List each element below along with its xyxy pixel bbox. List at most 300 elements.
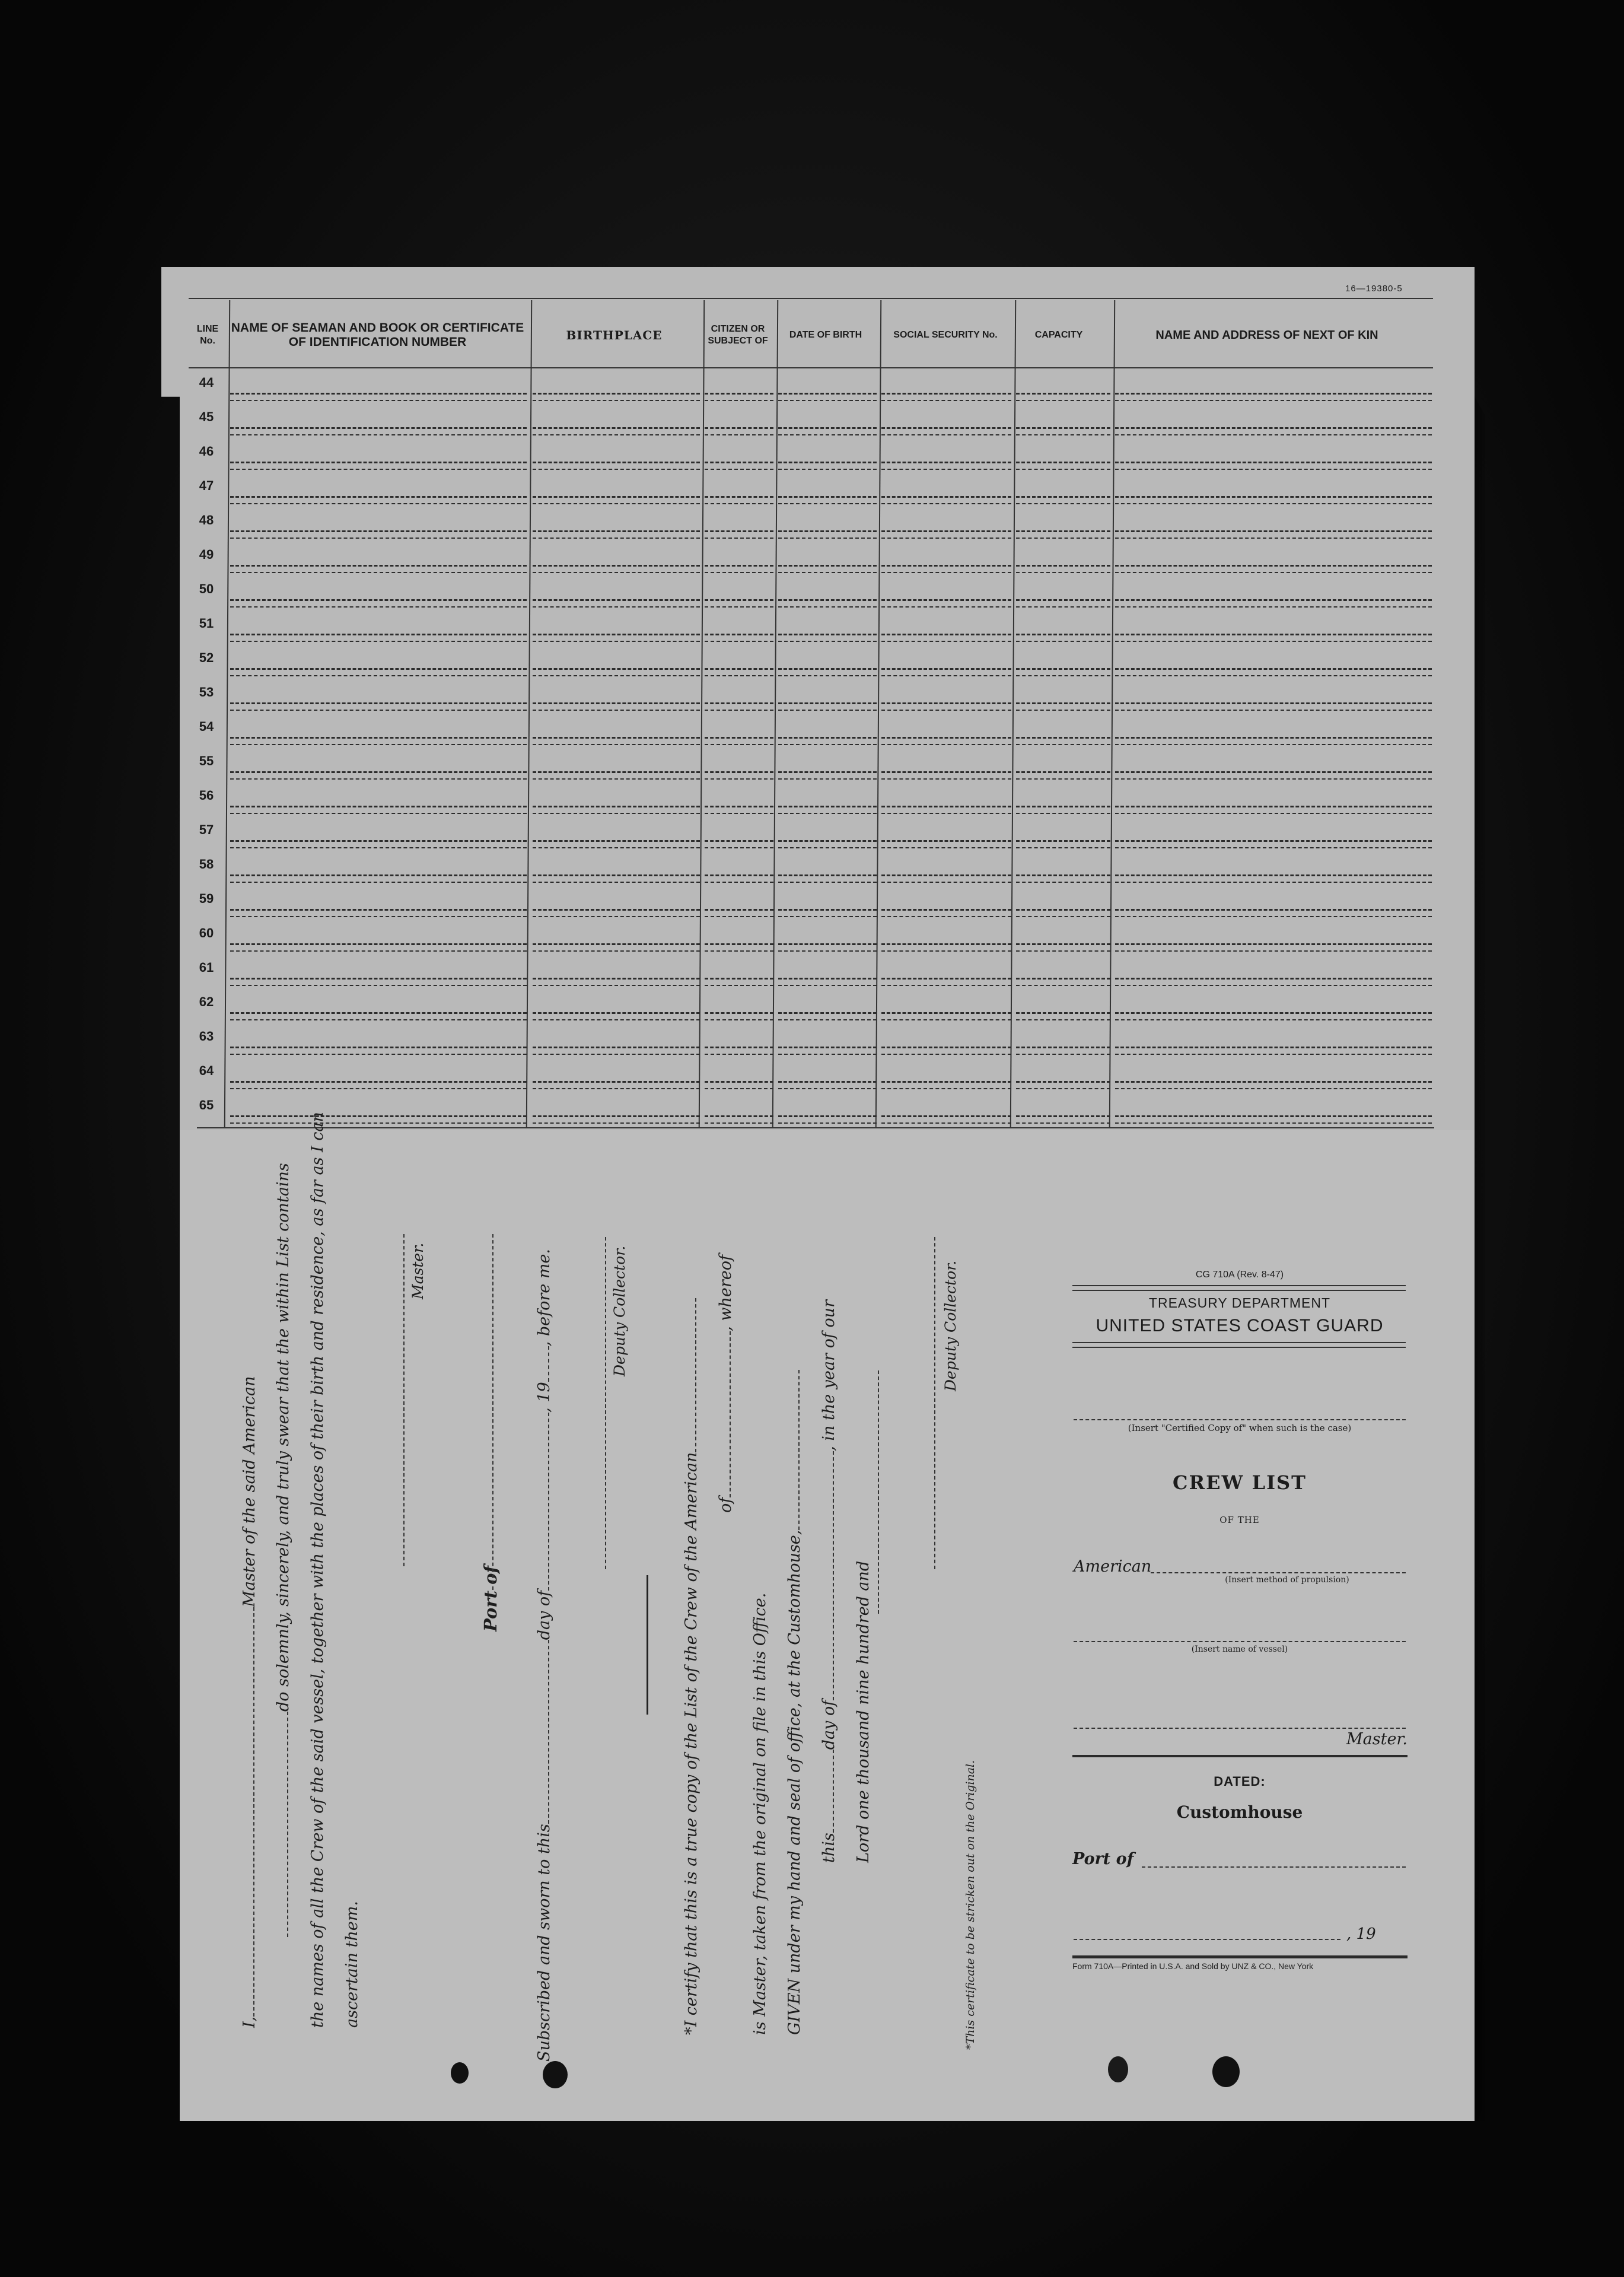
row-entry-line <box>1115 943 1432 945</box>
row-entry-line <box>1115 909 1432 911</box>
row-separator-line <box>881 710 1011 711</box>
row-separator-line <box>1016 434 1110 435</box>
row-entry-line <box>881 1012 1011 1014</box>
row-entry-line <box>778 393 877 395</box>
row-entry-line <box>230 565 527 567</box>
row-entry-line <box>705 806 773 807</box>
row-separator-line <box>1115 813 1432 814</box>
table-bottom-rule <box>197 1127 1434 1128</box>
row-entry-line <box>533 909 700 911</box>
row-entry-line <box>533 599 700 601</box>
customhouse-blank <box>788 1370 800 1530</box>
row-separator-line <box>1115 985 1432 986</box>
row-entry-line <box>533 496 700 498</box>
row-entry-line <box>1016 874 1110 876</box>
row-entry-line <box>1016 1012 1110 1014</box>
this-day-of-text: day of <box>820 1700 838 1750</box>
row-separator-line <box>1115 675 1432 676</box>
row-entry-line <box>230 840 527 842</box>
dated-label: DATED: <box>1214 1774 1266 1789</box>
row-entry-line <box>881 806 1011 807</box>
line-number: 48 <box>199 513 214 527</box>
cover-agency: UNITED STATES COAST GUARD <box>1096 1316 1384 1335</box>
propulsion-blank <box>1151 1572 1406 1573</box>
row-entry-line <box>230 771 527 773</box>
row-separator-line <box>778 1019 877 1020</box>
line-number: 60 <box>199 926 214 940</box>
customhouse-label: Customhouse <box>1176 1802 1303 1822</box>
port-of-label: Port of <box>480 1566 501 1632</box>
row-entry-line <box>1016 393 1110 395</box>
row-separator-line <box>230 606 527 608</box>
row-separator-line <box>230 710 527 711</box>
row-separator-line <box>881 847 1011 848</box>
row-entry-line <box>230 393 527 395</box>
row-entry-line <box>705 565 773 567</box>
row-separator-line <box>881 400 1011 401</box>
this-text: this <box>820 1833 838 1863</box>
row-entry-line <box>1016 634 1110 635</box>
line-number: 63 <box>199 1029 214 1044</box>
row-entry-line <box>1115 530 1432 532</box>
row-separator-line <box>705 1054 773 1055</box>
row-entry-line <box>778 496 877 498</box>
row-separator-line <box>1115 434 1432 435</box>
row-entry-line <box>1016 462 1110 463</box>
row-separator-line <box>1115 1122 1432 1124</box>
cover-year-label: , 19 <box>1346 1925 1376 1943</box>
row-entry-line <box>533 1012 700 1014</box>
row-separator-line <box>1115 572 1432 573</box>
row-separator-line <box>1016 606 1110 608</box>
crew-list-title: CREW LIST <box>1173 1471 1307 1494</box>
row-separator-line <box>533 950 700 952</box>
row-entry-line <box>230 599 527 601</box>
certify-text: *I certify that this is a true copy of the List of the Crew of the American <box>682 1452 700 2035</box>
row-separator-line <box>778 1088 877 1089</box>
certify-of-line <box>717 1255 735 1513</box>
insert-propulsion-note: (Insert method of propulsion) <box>1225 1575 1349 1585</box>
subscribed-text: Subscribed and sworn to this <box>535 1824 553 2062</box>
row-separator-line <box>230 950 527 952</box>
row-entry-line <box>533 737 700 739</box>
header-date-of-birth: DATE OF BIRTH <box>789 329 862 340</box>
row-entry-line <box>533 427 700 429</box>
line-number: 54 <box>199 719 214 734</box>
row-separator-line <box>705 778 773 780</box>
row-entry-line <box>1016 668 1110 670</box>
row-entry-line <box>1016 1081 1110 1083</box>
row-separator-line <box>705 1122 773 1124</box>
row-entry-line <box>1115 806 1432 807</box>
row-entry-line <box>230 737 527 739</box>
row-separator-line <box>1016 572 1110 573</box>
year-number-blank <box>878 1370 879 1614</box>
row-separator-line <box>230 847 527 848</box>
year-19-text: , 19 <box>535 1382 553 1413</box>
row-separator-line <box>881 985 1011 986</box>
table-top-rule <box>189 298 1433 299</box>
row-separator-line <box>230 985 527 986</box>
row-entry-line <box>1016 1047 1110 1048</box>
row-separator-line <box>1115 1054 1432 1055</box>
row-separator-line <box>533 434 700 435</box>
row-entry-line <box>1016 427 1110 429</box>
row-separator-line <box>705 744 773 745</box>
this-day-line <box>820 1300 838 1863</box>
vessel-blank <box>684 1298 696 1452</box>
header-social-security: SOCIAL SECURITY No. <box>893 329 998 340</box>
cover-master-rule <box>1072 1755 1408 1757</box>
row-separator-line <box>1115 1019 1432 1020</box>
deputy-collector-label-2: Deputy Collector. <box>942 1260 959 1391</box>
row-separator-line <box>881 1054 1011 1055</box>
row-separator-line <box>778 572 877 573</box>
row-separator-line <box>1115 606 1432 608</box>
oath-master-of: Master of the said American <box>240 1376 259 1607</box>
row-entry-line <box>881 978 1011 980</box>
row-separator-line <box>230 1019 527 1020</box>
line-number: 65 <box>199 1098 214 1112</box>
row-separator-line <box>705 434 773 435</box>
vessel-name-blank <box>276 1712 288 1937</box>
given-line <box>785 1370 804 2035</box>
row-separator-line <box>778 641 877 642</box>
row-separator-line <box>705 606 773 608</box>
row-separator-line <box>533 572 700 573</box>
given-text: GIVEN under my hand and seal of office, at the Customhouse, <box>785 1529 804 2035</box>
row-entry-line <box>778 771 877 773</box>
row-entry-line <box>230 806 527 807</box>
row-separator-line <box>533 400 700 401</box>
row-separator-line <box>1016 744 1110 745</box>
row-separator-line <box>705 469 773 470</box>
line-number: 45 <box>199 409 214 424</box>
row-separator-line <box>1016 469 1110 470</box>
row-entry-line <box>1016 565 1110 567</box>
cover-department: TREASURY DEPARTMENT <box>1148 1295 1331 1311</box>
row-entry-line <box>881 1081 1011 1083</box>
row-separator-line <box>533 606 700 608</box>
row-separator-line <box>533 1122 700 1124</box>
row-entry-line <box>1115 874 1432 876</box>
row-entry-line <box>230 530 527 532</box>
col-divider <box>772 300 779 1127</box>
row-entry-line <box>1016 496 1110 498</box>
row-entry-line <box>705 393 773 395</box>
row-entry-line <box>705 634 773 635</box>
row-entry-line <box>1115 496 1432 498</box>
row-entry-line <box>1115 1081 1432 1083</box>
line-number: 49 <box>199 547 214 562</box>
master-name-line <box>1074 1728 1406 1729</box>
row-entry-line <box>533 1081 700 1083</box>
row-separator-line <box>230 1088 527 1089</box>
row-separator-line <box>881 813 1011 814</box>
row-separator-line <box>881 744 1011 745</box>
row-entry-line <box>230 1012 527 1014</box>
line-number: 47 <box>199 478 214 493</box>
row-separator-line <box>230 778 527 780</box>
row-separator-line <box>1016 641 1110 642</box>
row-separator-line <box>778 400 877 401</box>
row-entry-line <box>881 530 1011 532</box>
oath-line-4: ascertain them. <box>343 1901 361 2028</box>
row-entry-line <box>881 565 1011 567</box>
line-number: 62 <box>199 994 214 1009</box>
header-line-no: LINE No. <box>196 323 219 346</box>
year-of-our-text: , in the year of our <box>820 1300 838 1451</box>
line-number: 59 <box>199 891 214 906</box>
row-separator-line <box>1115 503 1432 504</box>
cover-bottom-rule <box>1072 1955 1408 1958</box>
line-number: 57 <box>199 822 214 837</box>
port-of-blank <box>492 1234 493 1590</box>
master-name-blank <box>243 1607 254 2017</box>
row-separator-line <box>1016 916 1110 917</box>
row-entry-line <box>533 874 700 876</box>
deputy-collector-label: Deputy Collector. <box>611 1245 628 1376</box>
row-separator-line <box>881 641 1011 642</box>
row-separator-line <box>1016 400 1110 401</box>
row-entry-line <box>778 737 877 739</box>
of-blank <box>719 1331 731 1497</box>
line-number: 55 <box>199 753 214 768</box>
row-separator-line <box>1115 882 1432 883</box>
row-separator-line <box>881 950 1011 952</box>
row-entry-line <box>881 393 1011 395</box>
row-entry-line <box>705 1047 773 1048</box>
row-entry-line <box>881 909 1011 911</box>
row-entry-line <box>705 427 773 429</box>
row-entry-line <box>778 462 877 463</box>
row-separator-line <box>533 847 700 848</box>
row-entry-line <box>230 702 527 704</box>
row-entry-line <box>1016 1115 1110 1117</box>
row-separator-line <box>778 606 877 608</box>
row-entry-line <box>1016 530 1110 532</box>
row-entry-line <box>705 1081 773 1083</box>
oath-master-label: Master. <box>409 1242 426 1299</box>
row-entry-line <box>881 427 1011 429</box>
row-separator-line <box>881 538 1011 539</box>
oath-line-3: the names of all the Crew of the said vessel, together with the places of their birth and residence, as far as I can <box>308 1112 327 2028</box>
row-separator-line <box>533 1019 700 1020</box>
row-separator-line <box>1115 469 1432 470</box>
month-blank <box>537 1413 549 1591</box>
col-divider <box>1010 300 1017 1127</box>
row-separator-line <box>1115 916 1432 917</box>
row-separator-line <box>1016 710 1110 711</box>
header-name: NAME OF SEAMAN AND BOOK OR CERTIFICATE OF IDENTIFICATION NUMBER <box>231 320 524 349</box>
row-separator-line <box>1016 847 1110 848</box>
header-capacity: CAPACITY <box>1034 329 1083 340</box>
of-text: of <box>717 1497 735 1513</box>
row-separator-line <box>533 538 700 539</box>
row-separator-line <box>705 675 773 676</box>
lord-line <box>854 1561 872 1863</box>
row-separator-line <box>705 503 773 504</box>
line-number: 51 <box>199 616 214 631</box>
row-entry-line <box>230 874 527 876</box>
deputy-collector-signature-line-2 <box>934 1237 935 1569</box>
row-separator-line <box>778 847 877 848</box>
insert-certified-note: (Insert "Certified Copy of" when such is the case) <box>1128 1423 1352 1433</box>
lord-text: Lord one thousand nine hundred and <box>854 1560 872 1863</box>
row-separator-line <box>778 882 877 883</box>
row-separator-line <box>881 1019 1011 1020</box>
row-entry-line <box>1115 599 1432 601</box>
row-separator-line <box>705 538 773 539</box>
row-entry-line <box>881 1115 1011 1117</box>
row-separator-line <box>1016 675 1110 676</box>
row-entry-line <box>705 599 773 601</box>
row-entry-line <box>1115 1047 1432 1048</box>
row-entry-line <box>705 943 773 945</box>
row-separator-line <box>778 950 877 952</box>
whereof-text: , whereof <box>717 1254 735 1331</box>
row-entry-line <box>705 874 773 876</box>
row-entry-line <box>705 1115 773 1117</box>
line-number: 44 <box>199 375 214 390</box>
row-entry-line <box>1115 634 1432 635</box>
row-separator-line <box>230 538 527 539</box>
row-entry-line <box>1115 978 1432 980</box>
master-taken-line: is Master, taken from the original on file in this Office. <box>751 1592 769 2035</box>
row-separator-line <box>230 1054 527 1055</box>
row-entry-line <box>1115 1012 1432 1014</box>
row-separator-line <box>1016 1054 1110 1055</box>
row-entry-line <box>705 668 773 670</box>
row-separator-line <box>230 503 527 504</box>
ink-blot <box>1212 2056 1240 2087</box>
header-birthplace: BIRTHPLACE <box>566 327 663 342</box>
row-entry-line <box>705 1012 773 1014</box>
oath-swear-text: do solemnly, sincerely, and truly swear that the within List contains <box>274 1163 292 1712</box>
row-entry-line <box>1016 909 1110 911</box>
row-entry-line <box>705 462 773 463</box>
row-separator-line <box>778 916 877 917</box>
row-entry-line <box>778 840 877 842</box>
row-separator-line <box>230 469 527 470</box>
printer-imprint: Form 710A—Printed in U.S.A. and Sold by UNZ & CO., New York <box>1072 1961 1314 1971</box>
row-separator-line <box>778 985 877 986</box>
row-entry-line <box>1115 771 1432 773</box>
row-separator-line <box>533 710 700 711</box>
row-separator-line <box>230 675 527 676</box>
row-separator-line <box>1016 985 1110 986</box>
row-entry-line <box>533 702 700 704</box>
row-separator-line <box>1115 710 1432 711</box>
row-entry-line <box>881 943 1011 945</box>
line-number: 46 <box>199 444 214 459</box>
row-entry-line <box>533 634 700 635</box>
day-blank <box>537 1640 549 1824</box>
row-entry-line <box>705 978 773 980</box>
line-number: 56 <box>199 788 214 803</box>
row-entry-line <box>533 1115 700 1117</box>
row-entry-line <box>1016 702 1110 704</box>
master-signature-line <box>403 1234 405 1566</box>
row-separator-line <box>1016 813 1110 814</box>
row-separator-line <box>881 1088 1011 1089</box>
row-entry-line <box>705 840 773 842</box>
row-separator-line <box>778 469 877 470</box>
row-separator-line <box>705 710 773 711</box>
row-entry-line <box>881 599 1011 601</box>
row-separator-line <box>533 675 700 676</box>
row-entry-line <box>533 462 700 463</box>
row-separator-line <box>705 1088 773 1089</box>
row-entry-line <box>533 530 700 532</box>
row-entry-line <box>533 565 700 567</box>
american-label: American <box>1074 1557 1152 1576</box>
row-entry-line <box>1115 702 1432 704</box>
before-me-text: , before me. <box>535 1248 553 1347</box>
row-entry-line <box>778 668 877 670</box>
row-separator-line <box>1115 1088 1432 1089</box>
row-entry-line <box>778 565 877 567</box>
cover-master-label: Master. <box>1346 1730 1408 1748</box>
row-separator-line <box>1016 1019 1110 1020</box>
row-entry-line <box>881 462 1011 463</box>
row-entry-line <box>1016 771 1110 773</box>
row-entry-line <box>533 393 700 395</box>
row-entry-line <box>705 530 773 532</box>
row-separator-line <box>533 1088 700 1089</box>
row-separator-line <box>230 434 527 435</box>
row-separator-line <box>533 916 700 917</box>
line-number: 58 <box>199 857 214 872</box>
row-separator-line <box>778 1054 877 1055</box>
row-separator-line <box>1115 538 1432 539</box>
row-entry-line <box>1016 943 1110 945</box>
row-entry-line <box>778 530 877 532</box>
this-day-blank <box>822 1750 834 1833</box>
form-number: 16—19380-5 <box>1345 284 1403 294</box>
row-separator-line <box>705 882 773 883</box>
row-entry-line <box>230 943 527 945</box>
row-separator-line <box>1016 538 1110 539</box>
row-entry-line <box>778 978 877 980</box>
row-entry-line <box>881 874 1011 876</box>
row-separator-line <box>533 469 700 470</box>
row-entry-line <box>705 771 773 773</box>
row-entry-line <box>778 634 877 635</box>
row-entry-line <box>881 771 1011 773</box>
row-separator-line <box>705 1019 773 1020</box>
col-divider <box>875 300 882 1127</box>
row-separator-line <box>705 641 773 642</box>
crew-table <box>189 298 1434 1131</box>
row-separator-line <box>705 400 773 401</box>
row-separator-line <box>1115 641 1432 642</box>
row-entry-line <box>1115 393 1432 395</box>
row-entry-line <box>1016 806 1110 807</box>
row-separator-line <box>1016 882 1110 883</box>
row-entry-line <box>230 978 527 980</box>
row-separator-line <box>778 710 877 711</box>
header-next-of-kin: NAME AND ADDRESS OF NEXT OF KIN <box>1155 328 1378 342</box>
row-entry-line <box>230 1115 527 1117</box>
row-entry-line <box>881 840 1011 842</box>
cover-agency-rule <box>1072 1342 1406 1348</box>
separator-bar <box>647 1575 648 1715</box>
row-separator-line <box>881 606 1011 608</box>
row-entry-line <box>881 737 1011 739</box>
row-separator-line <box>230 916 527 917</box>
row-separator-line <box>230 744 527 745</box>
